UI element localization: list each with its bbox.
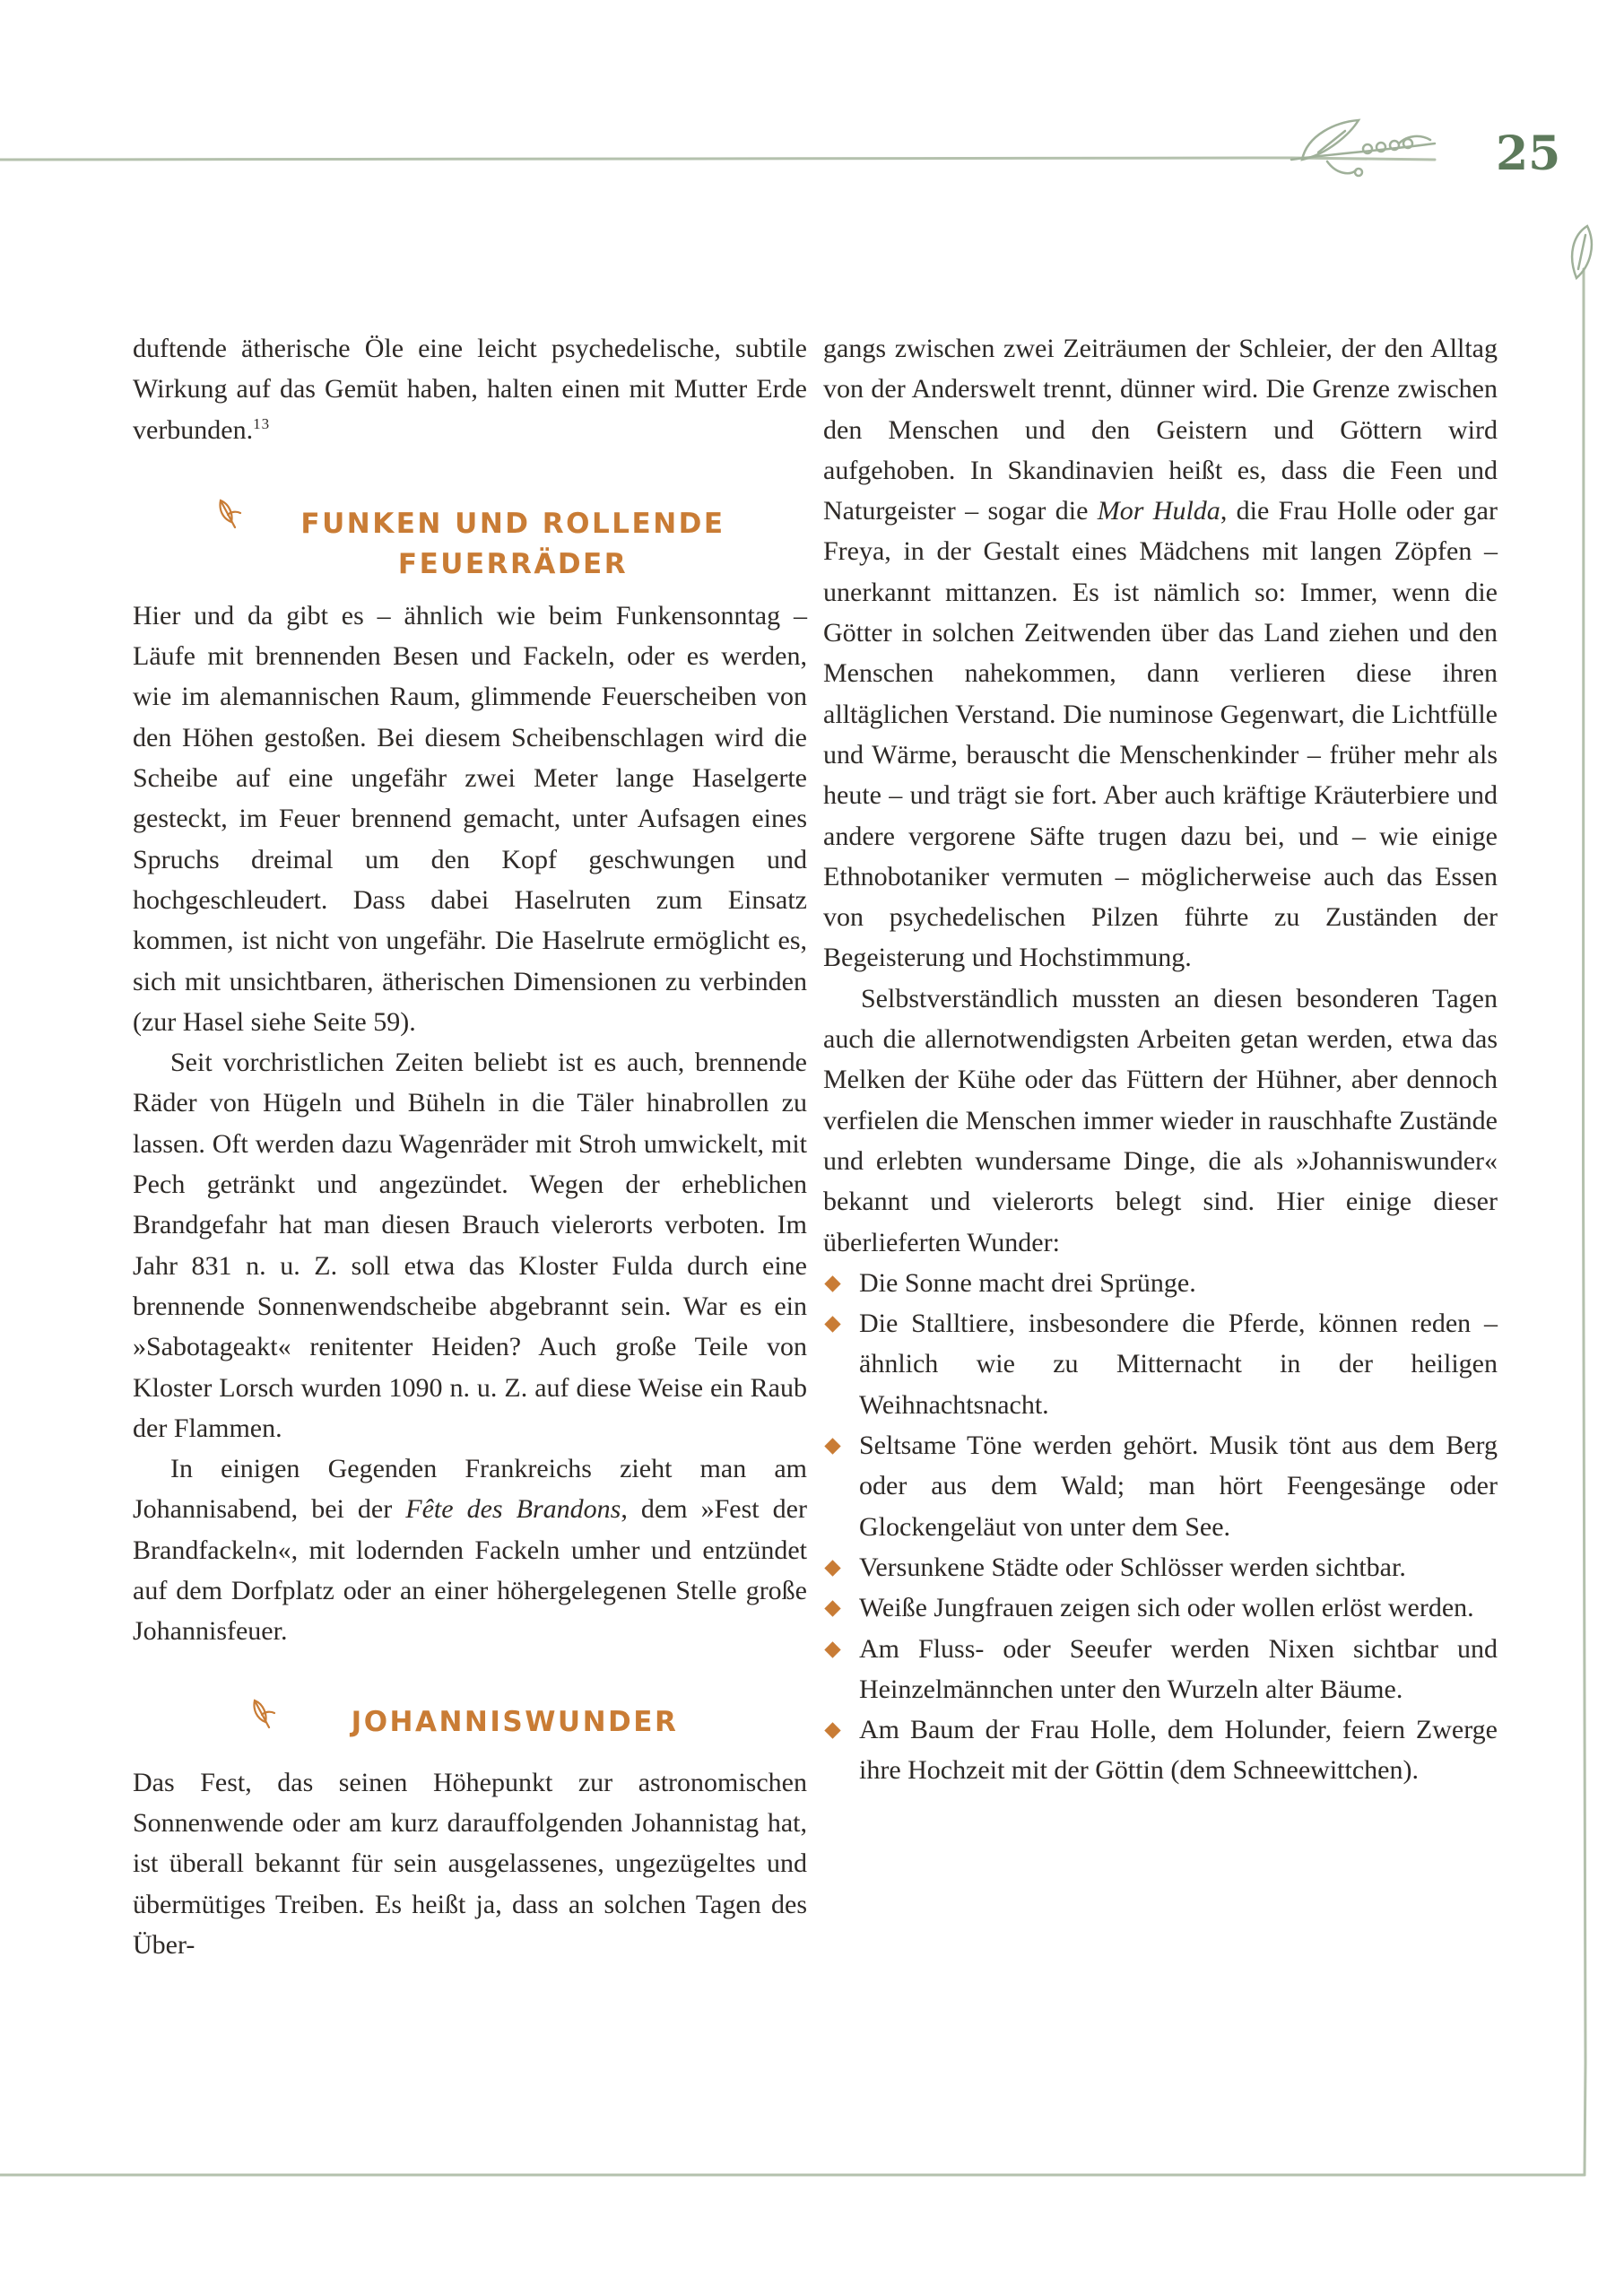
wonders-list	[823, 1263, 1498, 1791]
list-item-text: Seltsame Töne werden gehört. Musik tönt aus dem Berg oder aus dem Wald; man hört Feengesänge oder Glockengeläut von unter dem See.	[859, 1431, 1498, 1542]
diamond-bullet-icon	[824, 1438, 840, 1454]
right-column	[823, 328, 1498, 1791]
diamond-bullet-icon	[824, 1601, 840, 1617]
header-rule	[0, 158, 1435, 160]
page-number: 25	[1496, 126, 1561, 181]
paragraph: Das Fest, das seinen Höhepunkt zur astronomischen Sonnenwende oder am kurz darauffolgenden Johannistag hat, ist überall bekannt für sein ausgelassenes, ungezügeltes und übermütiges Treiben. Es heißt ja, dass an solchen Tagen des Über-	[133, 1767, 807, 1960]
list-item-text: Weiße Jungfrauen zeigen sich oder wollen erlöst werden.	[859, 1593, 1474, 1623]
italic-term: Mor Hulda	[1097, 496, 1220, 526]
diamond-bullet-icon	[824, 1316, 840, 1332]
diamond-bullet-icon	[824, 1560, 840, 1576]
list-item	[823, 1303, 1498, 1425]
list-item-text: Am Baum der Frau Holle, dem Holunder, feiern Zwerge ihre Hochzeit mit der Göttin (dem Schneewittchen).	[859, 1715, 1498, 1786]
list-item-text: Versunkene Städte oder Schlösser werden sichtbar.	[859, 1552, 1406, 1582]
paragraph: Hier und da gibt es – ähnlich wie beim Funkensonntag – Läufe mit brennenden Besen und Fackeln, oder es werden, wie im alemannischen Raum, glimmende Feuerscheiben von den Höhen gestoßen. Bei diesem Scheibenschlagen wird die Scheibe auf eine ungefähr zwei Meter lange Haselgerte gesteckt, im Feuer brennend gemacht, unter Aufsagen eines Spruchs dreimal um den Kopf geschwungen und hochgeschleudert. Dass dabei Haselruten zum Einsatz kommen, ist nicht von ungefähr. Die Haselrute ermöglicht es, sich mit unsichtbaren, ätherischen Dimensionen zu verbinden (zur Hasel siehe Seite 59).	[133, 600, 807, 1037]
leaf-sprig-icon	[249, 1697, 278, 1733]
paragraph	[133, 1448, 807, 1651]
list-item	[823, 1709, 1498, 1791]
diamond-bullet-icon	[824, 1641, 840, 1657]
diamond-bullet-icon	[824, 1275, 840, 1292]
section-heading-johanniswunder	[133, 1702, 807, 1743]
diamond-bullet-icon	[824, 1722, 840, 1738]
footnote-ref: 13	[253, 414, 271, 432]
leaf-icon	[1572, 226, 1592, 278]
section-heading-funken	[133, 504, 807, 585]
text-run: In einigen Gegenden Frankreichs zieht man am Johannisabend, bei der	[133, 1454, 807, 1525]
paragraph	[823, 328, 1498, 978]
bottom-rule	[0, 2174, 1585, 2175]
heading-text: JOHANNISWUNDER	[351, 1705, 679, 1738]
text-run: , die Frau Holle oder gar Freya, in der Gestalt eines Mädchens mit langen Zöpfen – unerkannt mittanzen. Es ist nämlich so: Immer, wenn die Götter in solchen Zeitwenden über das Land ziehen und den Menschen nahekommen, dann verlieren diese ihren alltäglichen Verstand. Die numinose Gegenwart, die Lichtfülle und Wärme, berauscht die Menschenkinder – früher mehr als heute – und trägt sie fort. Aber auch kräftige Kräuterbiere und andere vergorene Säfte trugen dazu bei, und – wie einige Ethnobotaniker vermuten – möglicherweise auch das Essen von psychedelischen Pilzen führte zu Zuständen der Begeisterung und Hochstimmung.	[823, 496, 1498, 973]
heading-text: FUNKEN UND ROLLENDE FEUERRÄDER	[300, 507, 725, 580]
list-item-text: Die Sonne macht drei Sprünge.	[859, 1267, 1196, 1298]
list-item-text: Die Stalltiere, insbesondere die Pferde, können reden – ähnlich wie zu Mitternacht in der heiligen Weihnachtsnacht.	[859, 1309, 1498, 1420]
list-item	[823, 1425, 1498, 1547]
list-item	[823, 1263, 1498, 1303]
left-column	[133, 328, 807, 1965]
list-item	[823, 1547, 1498, 1587]
intro-text: duftende ätherische Öle eine leicht psychedelische, subtile Wirkung auf das Gemüt haben, halten einen mit Mutter Erde verbunden.	[133, 334, 807, 445]
intro-paragraph	[133, 328, 807, 450]
leaf-vine-icon	[1291, 120, 1435, 176]
leaf-sprig-icon	[215, 497, 244, 533]
text-run: , dem »Fest der Brandfackeln«, mit lodernden Fackeln umher und entzündet auf dem Dorfplatz oder an einer höhergelegenen Stelle große Johannisfeuer.	[133, 1494, 807, 1647]
paragraph: Seit vorchristlichen Zeiten beliebt ist es auch, brennende Räder von Hügeln und Büheln in die Täler hinabrollen zu lassen. Oft werden dazu Wagenräder mit Stroh umwickelt, mit Pech getränkt und angezündet. Wegen der erheblichen Brandgefahr hat man diesen Brauch vielerorts verboten. Im Jahr 831 n. u. Z. soll etwa das Kloster Fulda durch eine brennende Sonnenwendscheibe abgebrannt sein. War es ein »Sabotageakt« renitenter Heiden? Auch große Teile von Kloster Lorsch wurden 1090 n. u. Z. auf diese Weise ein Raub der Flammen.	[133, 1048, 807, 1443]
list-item	[823, 1587, 1498, 1628]
list-item-text: Am Fluss- oder Seeufer werden Nixen sichtbar und Heinzelmännchen unter den Wurzeln alter Bäume.	[859, 1633, 1498, 1704]
italic-term: Fête des Brandons	[405, 1494, 621, 1525]
list-item	[823, 1629, 1498, 1710]
right-frame-line	[1583, 269, 1585, 2175]
text-run: gangs zwischen zwei Zeiträumen der Schleier, der den Alltag von der Anderswelt trennt, dünner wird. Die Grenze zwischen den Menschen und den Geistern und Göttern wird aufgehoben. In Skandinavien heißt es, dass die Feen und Naturgeister – sogar die	[823, 334, 1498, 526]
paragraph: Selbstverständlich mussten an diesen besonderen Tagen auch die allernotwendigsten Arbeiten getan werden, etwa das Melken der Kühe oder das Füttern der Hühner, aber dennoch verfielen die Menschen immer wieder in rauschhafte Zustände und erlebten wundersame Dinge, die als »Johanniswunder« bekannt und vielerorts belegt sind. Hier einige dieser überlieferten Wunder:	[823, 983, 1498, 1257]
